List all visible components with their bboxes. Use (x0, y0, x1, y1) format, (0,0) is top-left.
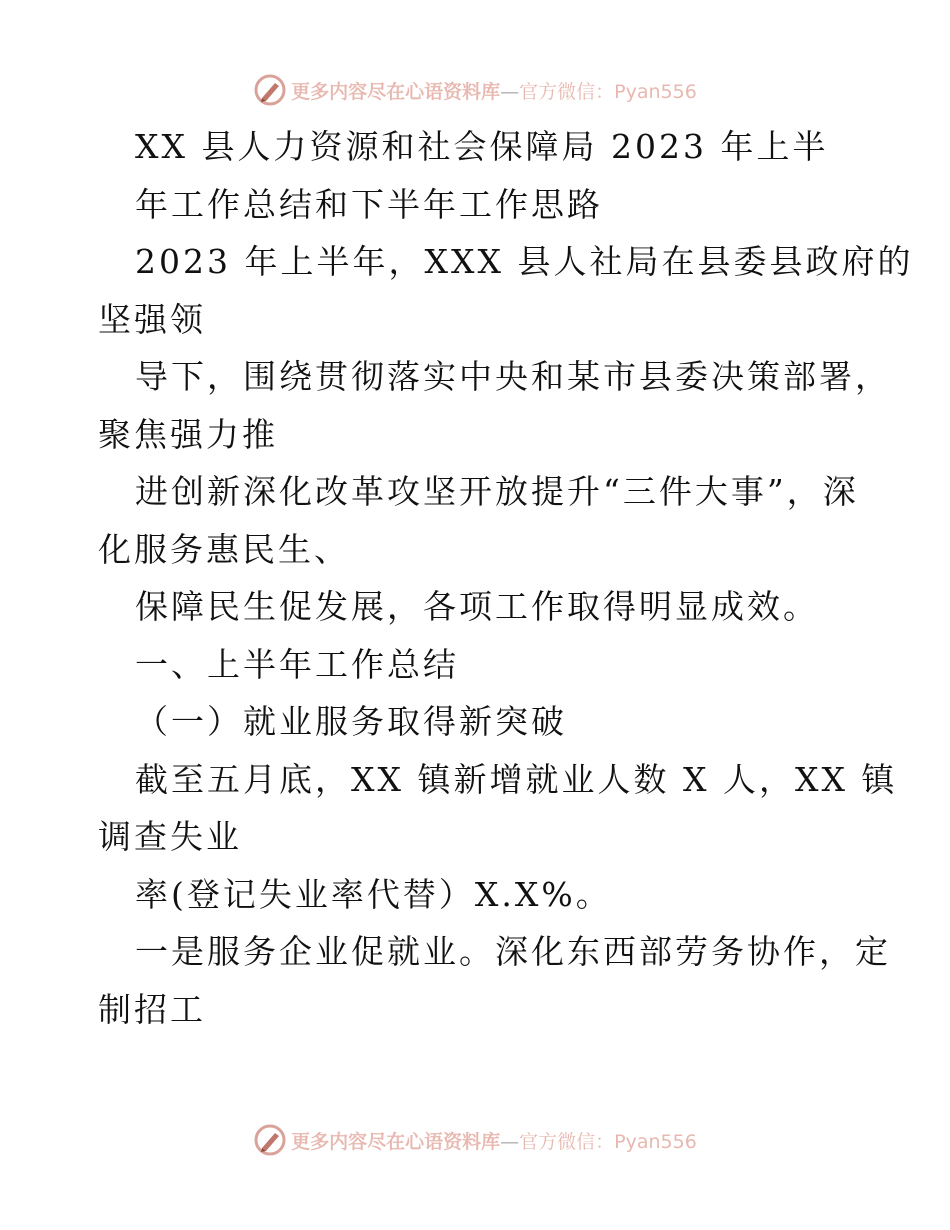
text-line: 年工作总结和下半年工作思路 (135, 184, 603, 224)
text-line: 一是服务企业促就业。深化东西部劳务协作，定 (135, 932, 891, 971)
text-line: 坚强领 (98, 299, 206, 339)
text-line: 率(登记失业率代替）X.X%。 (135, 874, 612, 914)
watermark-main-text: 更多内容尽在心语资料库 (291, 80, 501, 103)
text-line: 聚焦强力推 (98, 414, 278, 454)
watermark-separator: — (500, 1130, 520, 1153)
watermark-suffix-text: 官方微信：Pyan556 (519, 1130, 697, 1153)
text-line: 截至五月底，XX 镇新增就业人数 X 人，XX 镇 (135, 759, 898, 799)
watermark-separator: — (500, 80, 520, 103)
text-line: XX 县人力资源和社会保障局 2023 年上半 (135, 127, 829, 166)
text-line: 调查失业 (98, 817, 242, 856)
text-line: 导下，围绕贯彻落实中央和某市县委决策部署， (135, 357, 891, 396)
watermark-suffix-text: 官方微信：Pyan556 (519, 80, 697, 103)
text-line: 制招工 (98, 989, 206, 1029)
text-line: 保障民生促发展，各项工作取得明显成效。 (135, 587, 819, 626)
text-line: 化服务惠民生、 (98, 529, 350, 569)
watermark-top (0, 70, 950, 110)
watermark-bottom (0, 1120, 950, 1160)
document-body (98, 118, 914, 1038)
pen-logo-icon (253, 1123, 287, 1157)
text-line: 进创新深化改革攻坚开放提升“三件大事”，深 (135, 472, 859, 511)
text-line: （一）就业服务取得新突破 (135, 702, 567, 741)
text-line: 2023 年上半年，XXX 县人社局在县委县政府的 (135, 242, 914, 281)
text-line: 一、上半年工作总结 (135, 644, 459, 684)
pen-logo-icon (253, 73, 287, 107)
watermark-main-text: 更多内容尽在心语资料库 (291, 1130, 501, 1153)
